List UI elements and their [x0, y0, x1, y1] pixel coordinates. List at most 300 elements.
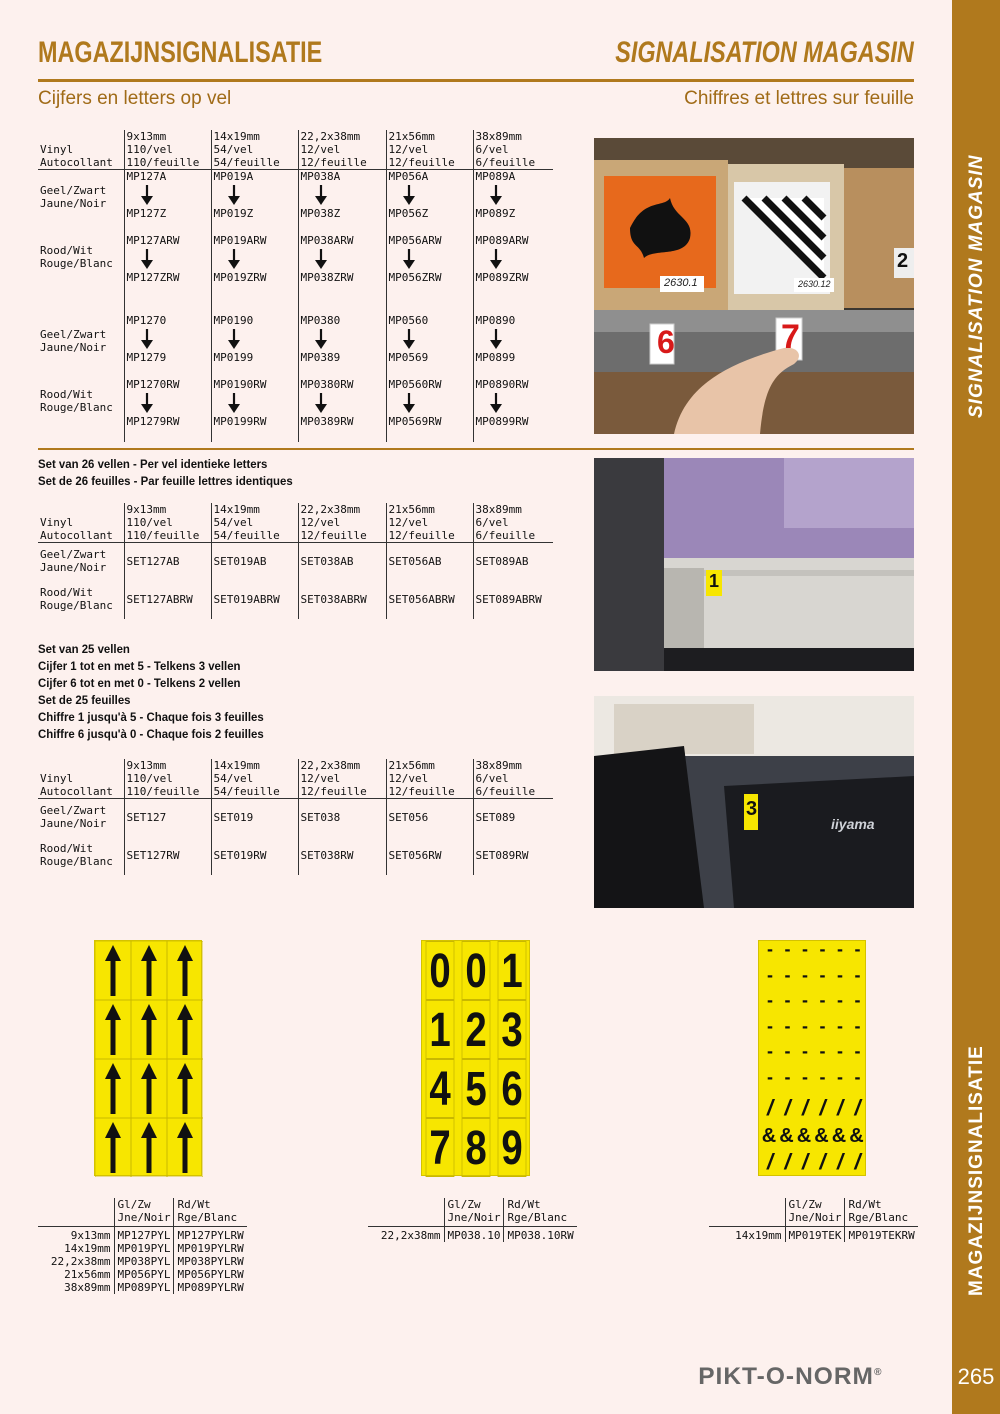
row-label-line: Geel/Zwart — [40, 548, 107, 561]
range-end: MP089ZRW — [475, 270, 529, 284]
set-code: SET056ABRW — [386, 581, 473, 619]
slash-glyph: / — [801, 1149, 809, 1174]
page-number: 265 — [957, 1364, 995, 1389]
empty-cell — [368, 1198, 444, 1227]
slash-glyph: / — [766, 1149, 774, 1174]
column-header — [114, 1198, 174, 1227]
arrow-up-icon — [177, 945, 193, 996]
dash-glyph: - — [767, 939, 773, 959]
digit-glyph: 3 — [498, 1000, 527, 1059]
code-cell: MP019TEK — [785, 1227, 845, 1243]
set-code: SET038 — [298, 799, 386, 837]
size-line: 6/feuille — [475, 529, 536, 542]
table-header-row — [38, 130, 553, 170]
dash-glyph: - — [784, 1041, 791, 1061]
photo-machine-label — [594, 458, 914, 671]
size-cell: 14x19mm — [64, 1242, 111, 1255]
range-end: MP0199 — [213, 350, 254, 364]
column-header-line: Rd/Wt — [507, 1198, 541, 1211]
range-end: MP0899 — [475, 350, 516, 364]
size-line: 54/feuille — [213, 529, 280, 542]
column-header-line: Rd/Wt — [848, 1198, 882, 1211]
row-label-line: Jaune/Noir — [40, 817, 107, 830]
digit-glyph: 1 — [498, 941, 527, 1000]
set-code: SET038AB — [298, 543, 386, 581]
range-cell — [473, 234, 553, 314]
dash-glyph: - — [819, 990, 826, 1010]
heading-line: Set van 26 vellen - Per vel identieke letters — [38, 457, 268, 471]
table-arrows — [38, 1198, 247, 1294]
size-header — [298, 130, 386, 170]
row-label-line: Geel/Zwart — [40, 184, 107, 197]
column-header-line: Jne/Noir — [788, 1211, 842, 1224]
corner-label: Autocollant — [40, 156, 113, 169]
size-line: 110/vel — [126, 516, 173, 529]
size-cell: 22,2x38mm — [50, 1255, 111, 1268]
photo-box-label: 2630.12 — [798, 279, 831, 289]
dash-glyph: - — [854, 1066, 861, 1087]
corner-line: Vinyl — [40, 772, 74, 785]
range-end: MP056ZRW — [388, 270, 442, 284]
table-row — [38, 1268, 247, 1281]
slash-glyph: / — [784, 1095, 791, 1120]
size-header — [473, 130, 553, 170]
slash-glyph: / — [819, 1149, 826, 1174]
empty-cell — [38, 1198, 114, 1227]
range-start: MP0380 — [300, 313, 341, 327]
range-end: MP089Z — [475, 207, 516, 220]
code-cell: MP038.10RW — [504, 1227, 577, 1243]
column-header — [845, 1198, 918, 1227]
corner-line: Vinyl — [40, 516, 74, 529]
code-cell: MP038PYL — [114, 1255, 174, 1268]
row-label-line: Rood/Wit — [40, 243, 93, 257]
range-cell — [211, 378, 298, 442]
dash-glyph: - — [837, 964, 843, 985]
size-line: 12/vel — [388, 516, 429, 529]
set-code: SET089 — [473, 799, 553, 837]
page-title-fr: SIGNALISATION MAGASIN — [615, 36, 914, 69]
size-line: 110/feuille — [126, 156, 200, 169]
heading-line: Set van 25 vellen — [38, 642, 130, 656]
digit-sheet — [421, 940, 530, 1176]
size-line: 54/feuille — [213, 156, 280, 169]
range-start: MP127ARW — [126, 233, 180, 247]
dash-glyph: - — [837, 1015, 843, 1036]
range-start: MP089ARW — [475, 233, 529, 247]
arrow-down-icon — [315, 329, 327, 349]
slash-glyph: / — [819, 1095, 826, 1120]
size-cell: 38x89mm — [64, 1281, 111, 1294]
heading-line: Chiffre 1 jusqu'à 5 - Chaque fois 3 feuilles — [38, 710, 264, 724]
empty-cell — [709, 1198, 785, 1227]
dash-glyph: - — [784, 990, 791, 1010]
range-cell — [298, 170, 386, 234]
size-header — [298, 759, 386, 799]
range-end: MP127ZRW — [126, 270, 180, 284]
dash-glyph: - — [854, 1041, 861, 1061]
arrow-down-icon — [490, 393, 502, 413]
column-header-line: Jne/Noir — [117, 1211, 171, 1224]
dash-glyph: - — [802, 964, 808, 985]
size-line: 6/feuille — [475, 785, 536, 798]
range-cell — [298, 234, 386, 314]
range-start: MP056A — [388, 170, 429, 183]
table-set26 — [38, 503, 553, 619]
dash-glyph: - — [784, 939, 791, 959]
dash-glyph: - — [802, 1066, 808, 1087]
size-line: 12/feuille — [388, 156, 455, 169]
range-end: MP0199RW — [213, 414, 267, 428]
size-line: 12/feuille — [300, 529, 367, 542]
range-end: MP0389RW — [300, 414, 354, 428]
arrow-down-icon — [228, 393, 240, 413]
range-end: MP127Z — [126, 207, 167, 220]
corner-label — [38, 503, 124, 543]
size-line: 12/vel — [388, 772, 429, 785]
arrow-down-icon — [403, 249, 415, 269]
dash-glyph: - — [767, 1066, 773, 1087]
arrow-down-icon — [315, 393, 327, 413]
slash-glyph: / — [836, 1095, 844, 1120]
photo-box-label: 2 — [897, 250, 909, 272]
size-line: 9x13mm — [126, 503, 167, 516]
row-label — [38, 799, 124, 837]
code-cell: MP127PYLRW — [174, 1227, 247, 1243]
subtitle-fr: Chiffres et lettres sur feuille — [684, 88, 914, 109]
section-heading — [38, 641, 264, 743]
row-label — [38, 314, 124, 378]
range-end: MP019ZRW — [213, 270, 267, 284]
digit-glyph: 8 — [462, 1118, 491, 1177]
slash-glyph: / — [766, 1095, 774, 1120]
range-start: MP038A — [300, 170, 341, 183]
row-label-line: Jaune/Noir — [40, 197, 107, 210]
digit-glyph: 5 — [462, 1059, 491, 1118]
slash-glyph: / — [801, 1095, 809, 1120]
set-code: SET127RW — [124, 837, 211, 875]
brand-reg-mark: ® — [873, 1367, 883, 1378]
range-cell — [211, 234, 298, 314]
sidebar-text-top: SIGNALISATION MAGASIN — [966, 154, 987, 418]
table-row — [368, 1227, 577, 1243]
arrow-up-icon — [177, 1122, 193, 1173]
dash-glyph: - — [819, 1015, 826, 1036]
sidebar-text-bottom: MAGAZIJNSIGNALISATIE — [966, 1045, 987, 1296]
size-line: 21x56mm — [388, 503, 435, 516]
dash-glyph: - — [767, 1015, 773, 1036]
set-code: SET019ABRW — [211, 581, 298, 619]
range-cell — [298, 378, 386, 442]
arrow-up-icon — [141, 1004, 157, 1055]
row-label-line: Rouge/Blanc — [40, 400, 113, 414]
dash-glyph: - — [819, 939, 826, 959]
table-row — [38, 543, 553, 581]
table-header-row — [709, 1198, 918, 1227]
section-heading — [38, 456, 293, 490]
code-cell: MP056PYLRW — [174, 1268, 247, 1281]
range-start: MP0560RW — [388, 377, 442, 391]
arrow-down-icon — [141, 185, 153, 205]
column-header — [785, 1198, 845, 1227]
digit-glyph: 9 — [498, 1118, 527, 1177]
column-header-line: Rge/Blanc — [848, 1211, 909, 1224]
size-line: 6/feuille — [475, 156, 536, 169]
code-cell: MP019PYL — [114, 1242, 174, 1255]
range-cell — [386, 314, 473, 378]
arrow-down-icon — [228, 329, 240, 349]
heading-line: Set de 26 feuilles - Par feuille lettres identiques — [38, 474, 293, 488]
size-line: 6/vel — [475, 143, 509, 156]
range-start: MP019A — [213, 170, 254, 183]
row-label-line: Geel/Zwart — [40, 327, 107, 341]
row-label-line: Rood/Wit — [40, 585, 93, 599]
size-line: 21x56mm — [388, 130, 435, 143]
range-start: MP1270 — [126, 313, 167, 327]
dash-glyph: - — [784, 1066, 791, 1087]
range-start: MP019ARW — [213, 233, 267, 247]
sidebar — [952, 0, 1000, 1414]
range-cell — [211, 170, 298, 234]
range-start: MP127A — [126, 170, 167, 183]
code-cell: MP019PYLRW — [174, 1242, 247, 1255]
arrow-up-icon — [105, 1063, 121, 1114]
range-end: MP1279 — [126, 350, 167, 364]
size-line: 12/feuille — [300, 156, 367, 169]
dash-glyph: - — [784, 964, 791, 985]
size-line: 14x19mm — [213, 759, 260, 772]
slash-glyph: / — [854, 1095, 861, 1120]
size-header — [124, 130, 211, 170]
size-line: 6/vel — [475, 772, 509, 785]
section-rule — [38, 448, 914, 450]
table-row — [38, 581, 553, 619]
range-cell — [386, 170, 473, 234]
page-title-nl: MAGAZIJNSIGNALISATIE — [38, 36, 323, 69]
symbol-sheet — [758, 940, 866, 1176]
size-header — [386, 759, 473, 799]
arrow-down-icon — [403, 185, 415, 205]
code-cell: MP089PYL — [114, 1281, 174, 1294]
size-cell: 21x56mm — [64, 1268, 111, 1281]
subtitle-nl: Cijfers en letters op vel — [38, 88, 232, 109]
digit-glyph: 7 — [426, 1118, 455, 1177]
range-end: MP0569 — [388, 350, 429, 364]
arrow-down-icon — [228, 249, 240, 269]
table-row — [38, 799, 553, 837]
heading-line: Cijfer 6 tot en met 0 - Telkens 2 vellen — [38, 676, 241, 690]
range-start: MP0190 — [213, 313, 254, 327]
range-start: MP056ARW — [388, 233, 442, 247]
size-line: 110/feuille — [126, 529, 200, 542]
table-symbols — [709, 1198, 918, 1242]
size-line: 12/vel — [300, 772, 341, 785]
range-start: MP1270RW — [126, 377, 180, 391]
set-code: SET127 — [124, 799, 211, 837]
table-row — [38, 1255, 247, 1268]
size-header — [211, 130, 298, 170]
size-header — [211, 759, 298, 799]
table-row — [38, 1281, 247, 1294]
digit-glyph: 2 — [462, 1000, 491, 1059]
set-code: SET127ABRW — [124, 581, 211, 619]
table-set25 — [38, 759, 553, 875]
range-cell — [124, 314, 211, 378]
range-cell — [473, 378, 553, 442]
size-line: 12/feuille — [388, 529, 455, 542]
arrow-up-icon — [141, 945, 157, 996]
photo-brand: iiyama — [831, 816, 875, 832]
range-end: MP0899RW — [475, 414, 529, 428]
arrow-down-icon — [490, 329, 502, 349]
photo-label-6: 6 — [657, 324, 675, 360]
photo-monitor-label — [594, 696, 914, 908]
size-cell: 14x19mm — [709, 1227, 785, 1243]
size-line: 21x56mm — [388, 759, 435, 772]
photo-label-1: 1 — [709, 571, 720, 591]
arrow-up-icon — [105, 1122, 121, 1173]
size-line: 38x89mm — [475, 503, 522, 516]
size-line: 38x89mm — [475, 759, 522, 772]
arrow-down-icon — [228, 185, 240, 205]
set-code: SET019RW — [211, 837, 298, 875]
range-start: MP0190RW — [213, 377, 267, 391]
set-code: SET019 — [211, 799, 298, 837]
digit-glyph: 1 — [426, 1000, 455, 1059]
row-label — [38, 543, 124, 581]
size-line: 9x13mm — [126, 759, 167, 772]
size-line: 14x19mm — [213, 130, 260, 143]
row-label-line: Rouge/Blanc — [40, 256, 113, 270]
ampersand-glyph: & — [814, 1125, 829, 1147]
dash-glyph: - — [837, 990, 843, 1010]
dash-glyph: - — [854, 939, 861, 959]
row-label — [38, 581, 124, 619]
heading-line: Chiffre 6 jusqu'à 0 - Chaque fois 2 feuilles — [38, 727, 264, 741]
row-label-line: Rood/Wit — [40, 387, 93, 401]
size-line: 12/feuille — [300, 785, 367, 798]
table-row — [38, 378, 553, 442]
dash-glyph: - — [819, 1041, 826, 1061]
row-label — [38, 170, 124, 234]
arrow-up-icon — [141, 1063, 157, 1114]
dash-glyph: - — [837, 1041, 843, 1061]
size-line: 110/vel — [126, 143, 173, 156]
ampersand-glyph: & — [779, 1125, 794, 1147]
code-cell: MP038PYLRW — [174, 1255, 247, 1268]
size-cell: 22,2x38mm — [368, 1227, 444, 1243]
row-label-line: Jaune/Noir — [40, 561, 107, 574]
range-end: MP019Z — [213, 207, 254, 220]
size-line: 54/feuille — [213, 785, 280, 798]
column-header — [174, 1198, 247, 1227]
arrow-up-icon — [177, 1004, 193, 1055]
range-end: MP1279RW — [126, 414, 180, 428]
range-cell — [298, 314, 386, 378]
size-header — [473, 503, 553, 543]
row-label-line: Rouge/Blanc — [40, 854, 113, 868]
slash-glyph: / — [836, 1149, 844, 1174]
range-end: MP0569RW — [388, 414, 442, 428]
range-start: MP0890 — [475, 313, 516, 327]
row-label — [38, 378, 124, 442]
range-cell — [124, 170, 211, 234]
set-code: SET056 — [386, 799, 473, 837]
size-line: 110/vel — [126, 772, 173, 785]
table-row — [38, 837, 553, 875]
size-line: 12/vel — [388, 143, 429, 156]
brand-logo — [698, 1363, 882, 1391]
size-line: 110/feuille — [126, 785, 200, 798]
table-row — [38, 170, 553, 234]
size-header — [473, 759, 553, 799]
code-cell: MP019TEKRW — [845, 1227, 918, 1243]
arrow-down-icon — [403, 393, 415, 413]
set-code: SET038RW — [298, 837, 386, 875]
row-label-line: Jaune/Noir — [40, 340, 107, 354]
digit-glyph: 4 — [426, 1059, 455, 1118]
size-line: 12/feuille — [388, 785, 455, 798]
table-row — [38, 1227, 247, 1243]
dash-glyph: - — [837, 939, 843, 959]
range-start: MP0380RW — [300, 377, 354, 391]
size-line: 9x13mm — [126, 130, 167, 143]
digit-glyph: 0 — [462, 941, 491, 1000]
set-code: SET056AB — [386, 543, 473, 581]
code-cell: MP038.10 — [444, 1227, 504, 1243]
digit-glyph: 0 — [426, 941, 455, 1000]
ampersand-glyph: & — [761, 1125, 777, 1147]
table-ranges — [38, 130, 553, 442]
dash-glyph: - — [854, 964, 861, 985]
size-line: 54/vel — [213, 772, 254, 785]
size-line: 22,2x38mm — [300, 130, 361, 143]
column-header-line: Gl/Zw — [447, 1198, 481, 1211]
set-code: SET019AB — [211, 543, 298, 581]
size-line: 6/vel — [475, 516, 509, 529]
dash-glyph: - — [802, 990, 808, 1010]
size-header — [124, 759, 211, 799]
arrow-down-icon — [315, 249, 327, 269]
ampersand-glyph: & — [849, 1125, 864, 1147]
column-header-line: Gl/Zw — [788, 1198, 822, 1211]
arrow-down-icon — [141, 393, 153, 413]
size-line: 54/vel — [213, 143, 254, 156]
set-code: SET089AB — [473, 543, 553, 581]
row-label — [38, 234, 124, 314]
header-rule — [38, 79, 914, 82]
table-digits — [368, 1198, 577, 1242]
dash-glyph: - — [767, 1041, 773, 1061]
table-header-row — [368, 1198, 577, 1227]
arrow-up-icon — [105, 945, 121, 996]
column-header — [444, 1198, 504, 1227]
size-line: 38x89mm — [475, 130, 522, 143]
set-code: SET127AB — [124, 543, 211, 581]
range-cell — [124, 234, 211, 314]
digit-glyph: 6 — [498, 1059, 527, 1118]
table-row — [38, 1242, 247, 1255]
column-header-line: Rge/Blanc — [507, 1211, 568, 1224]
slash-glyph: / — [854, 1149, 861, 1174]
size-header — [211, 503, 298, 543]
range-end: MP038ZRW — [300, 270, 354, 284]
brand-logo-text: PIKT-O-NORM — [698, 1363, 874, 1390]
row-label-line: Rouge/Blanc — [40, 598, 113, 612]
row-label-line: Rood/Wit — [40, 841, 93, 855]
set-code: SET089RW — [473, 837, 553, 875]
dash-glyph: - — [767, 964, 773, 985]
